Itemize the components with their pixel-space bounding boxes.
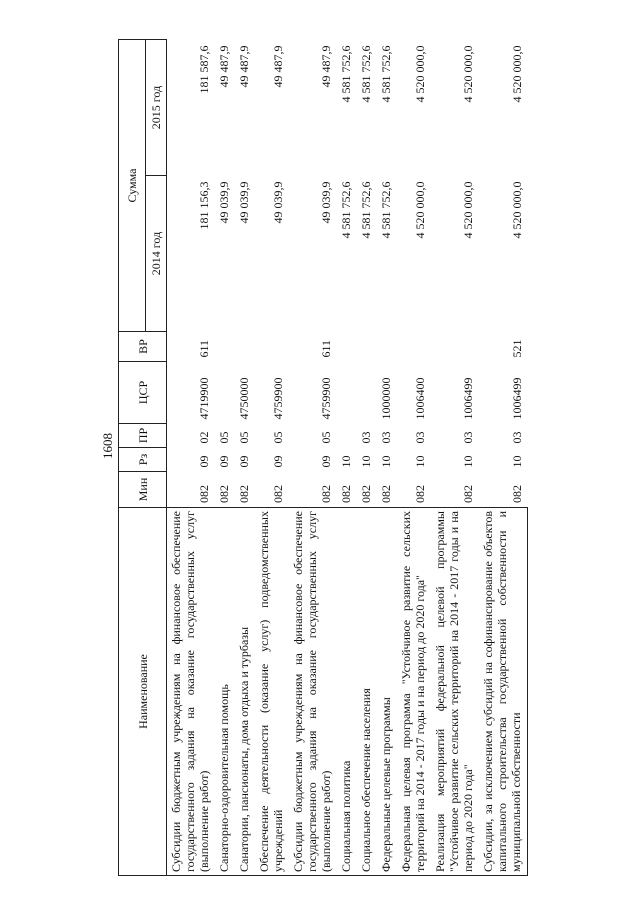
table-row (289, 39, 337, 875)
row-2014: 4 520 000,0 (509, 181, 524, 239)
budget-table (118, 39, 528, 876)
row-2015: 4 581 752,6 (379, 45, 393, 103)
table-row (479, 39, 528, 875)
row-vr (235, 332, 255, 362)
row-rz: 10 (509, 455, 524, 468)
row-csr: 1006499 (509, 377, 524, 420)
row-min: 082 (217, 485, 231, 503)
row-csr: 4750000 (237, 377, 251, 420)
row-vr: 611 (197, 339, 211, 358)
row-rz: 10 (461, 455, 475, 468)
row-2014: 4 520 000,0 (461, 181, 475, 239)
row-name: Социальное обеспечение населения (357, 508, 377, 876)
row-vr: 611 (319, 339, 333, 358)
row-name: Санатории, пансионаты, дома отдыха и турбазы (235, 508, 255, 876)
row-pr: 05 (237, 431, 251, 444)
row-2014: 49 039,9 (217, 181, 231, 224)
row-min: 082 (359, 485, 373, 503)
header-rz: Рз (119, 448, 167, 472)
header-2015: 2015 год (146, 39, 167, 175)
table-row (377, 39, 397, 875)
row-2015: 4 581 752,6 (339, 45, 353, 103)
row-2015: 4 520 000,0 (509, 45, 524, 103)
row-pr: 03 (359, 431, 373, 444)
row-csr (215, 362, 235, 424)
row-min: 082 (461, 485, 475, 503)
row-pr: 05 (319, 431, 333, 444)
row-min: 082 (413, 485, 427, 503)
row-pr: 05 (217, 431, 231, 444)
row-min: 082 (379, 485, 393, 503)
row-rz: 09 (237, 455, 251, 468)
row-rz: 09 (271, 455, 285, 468)
row-csr: 4759900 (271, 377, 285, 420)
table-row (337, 39, 357, 875)
row-name: Федеральная целевая программа "Устойчивое развитие сельских территорий на 2014 - 2017 годы и на период до 2020 года" (397, 508, 431, 876)
table-row (357, 39, 377, 875)
row-rz: 09 (217, 455, 231, 468)
row-name: Субсидии, за исключением субсидий на софинансирование объектов капитального строительства государственной собственности и муниципальной собственности (479, 508, 528, 876)
row-2015: 49 487,9 (217, 45, 231, 88)
row-2015: 49 487,9 (319, 45, 333, 88)
table-row (215, 39, 235, 875)
row-2014: 49 039,9 (319, 181, 333, 224)
row-pr (337, 424, 357, 448)
row-name: Субсидии бюджетным учреждениям на финансовое обеспечение государственного задания на оказание государственных услуг (выполнение работ) (289, 508, 337, 876)
row-csr: 1006400 (413, 377, 427, 420)
header-2014: 2014 год (146, 176, 167, 332)
row-pr: 05 (271, 431, 285, 444)
row-2014: 4 581 752,6 (339, 181, 353, 239)
row-csr: 1006499 (461, 377, 475, 420)
row-pr: 03 (509, 431, 524, 444)
row-2015: 4 581 752,6 (359, 45, 373, 103)
rotated-budget-table (118, 40, 586, 876)
row-name: Социальная политика (337, 508, 357, 876)
row-2015: 181 587,6 (197, 45, 211, 94)
row-2015: 49 487,9 (237, 45, 251, 88)
row-rz: 10 (379, 455, 393, 468)
row-min: 082 (509, 485, 524, 503)
row-csr (337, 362, 357, 424)
header-csr: ЦСР (119, 362, 167, 424)
row-2014: 4 520 000,0 (413, 181, 427, 239)
row-2014: 49 039,9 (271, 181, 285, 224)
row-2015: 49 487,9 (271, 45, 285, 88)
row-2015: 4 520 000,0 (413, 45, 427, 103)
row-rz: 10 (413, 455, 427, 468)
row-pr: 03 (413, 431, 427, 444)
row-2014: 4 581 752,6 (379, 181, 393, 239)
row-min: 082 (271, 485, 285, 503)
row-2015: 4 520 000,0 (461, 45, 475, 103)
row-name: Реализация мероприятий федеральной целевой программы "Устойчивое развитие сельских территорий на 2014 - 2017 годы и на период до 2020 года" (431, 508, 479, 876)
table-row (255, 39, 289, 875)
row-rz: 09 (197, 455, 211, 468)
header-pr: ПР (119, 424, 167, 448)
row-vr (255, 332, 289, 362)
row-vr: 521 (509, 339, 524, 358)
row-rz: 10 (339, 455, 353, 468)
page-number: 1608 (100, 433, 115, 459)
row-name: Субсидии бюджетным учреждениям на финансовое обеспечение государственного задания на оказание государственных услуг (выполнение работ) (167, 508, 216, 876)
row-min: 082 (339, 485, 353, 503)
row-name: Федеральные целевые программы (377, 508, 397, 876)
row-rz: 09 (319, 455, 333, 468)
row-csr: 1000000 (379, 377, 393, 420)
row-vr (397, 332, 431, 362)
row-min: 082 (319, 485, 333, 503)
table-row (431, 39, 479, 875)
table-row (235, 39, 255, 875)
header-min: Мин (119, 472, 167, 508)
row-rz: 10 (359, 455, 373, 468)
row-2014: 49 039,9 (237, 181, 251, 224)
row-2014: 4 581 752,6 (359, 181, 373, 239)
header-summa: Сумма (119, 39, 146, 331)
row-name: Обеспечение деятельности (оказание услуг) подведомственных учреждений (255, 508, 289, 876)
row-min: 082 (197, 485, 211, 503)
row-pr: 02 (197, 431, 211, 444)
header-vr: ВР (119, 332, 167, 362)
row-csr (357, 362, 377, 424)
row-pr: 03 (461, 431, 475, 444)
row-name: Санаторно-оздоровительная помощь (215, 508, 235, 876)
table-row (167, 39, 216, 875)
row-2014: 181 156,3 (197, 181, 211, 230)
row-vr (377, 332, 397, 362)
table-row (397, 39, 431, 875)
row-vr (431, 332, 479, 362)
row-vr (357, 332, 377, 362)
row-csr: 4719900 (197, 377, 211, 420)
row-pr: 03 (379, 431, 393, 444)
row-csr: 4759900 (319, 377, 333, 420)
row-min: 082 (237, 485, 251, 503)
row-vr (215, 332, 235, 362)
row-vr (337, 332, 357, 362)
header-name: Наименование (119, 508, 167, 876)
